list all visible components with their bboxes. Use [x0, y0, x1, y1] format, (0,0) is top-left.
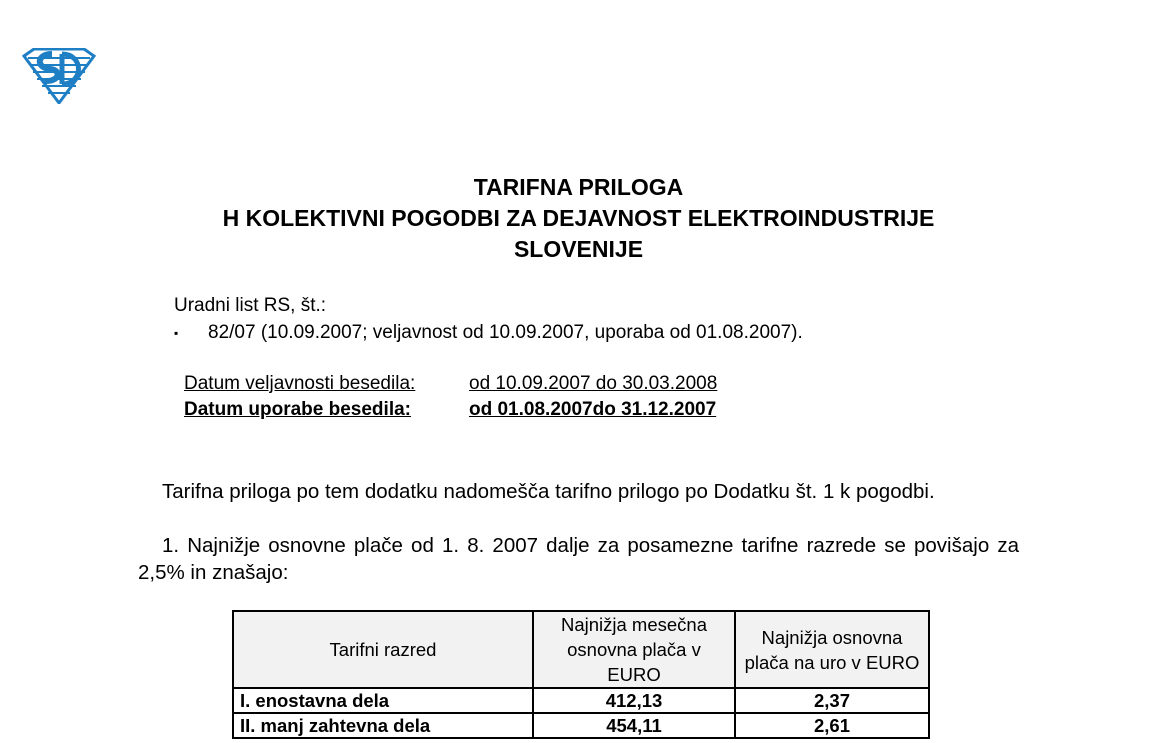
- validity-date-label: Datum veljavnosti besedila:: [184, 373, 416, 394]
- table-row: [233, 688, 929, 713]
- cell-hourly: 2,61: [735, 713, 929, 738]
- header-tariff-class: Tarifni razred: [233, 611, 533, 688]
- table-row: [233, 713, 929, 738]
- paragraph-2: 1. Najnižje osnovne plače od 1. 8. 2007 dalje za posamezne tarifne razrede se povišajo za 2,5% in znašajo:: [138, 534, 1019, 584]
- use-date-value: od 01.08.2007do 31.12.2007: [469, 399, 717, 420]
- paragraph-1: Tarifna priloga po tem dodatku nadomešča tarifno prilogo po Dodatku št. 1 k pogodbi.: [162, 480, 935, 503]
- gazette-list-item: [174, 322, 803, 344]
- tariff-table: [232, 610, 930, 739]
- gazette-item-text: 82/07 (10.09.2007; veljavnost od 10.09.2007, uporaba od 01.08.2007).: [208, 322, 803, 343]
- title-line-2: H KOLEKTIVNI POGODBI ZA DEJAVNOST ELEKTROINDUSTRIJE: [222, 205, 935, 231]
- title-line-3: SLOVENIJE: [513, 236, 644, 262]
- header-hourly-wage: Najnižja osnovna plača na uro v EURO: [735, 611, 929, 688]
- validity-date-row: [184, 373, 718, 395]
- cell-class: I. enostavna dela: [233, 688, 533, 713]
- validity-date-value: od 10.09.2007 do 30.03.2008: [469, 373, 718, 394]
- gazette-label: Uradni list RS, št.:: [174, 295, 327, 316]
- cell-monthly: 412,13: [533, 688, 735, 713]
- title-line-1: TARIFNA PRILOGA: [473, 174, 684, 200]
- use-date-row: [184, 399, 717, 421]
- cell-monthly: 454,11: [533, 713, 735, 738]
- table-header-row: [233, 611, 929, 688]
- document-title: [0, 172, 1157, 265]
- cell-hourly: 2,37: [735, 688, 929, 713]
- sd-logo-icon: [22, 48, 96, 104]
- bullet-icon: ▪: [174, 325, 179, 340]
- use-date-label: Datum uporabe besedila:: [184, 399, 411, 420]
- cell-class: II. manj zahtevna dela: [233, 713, 533, 738]
- header-monthly-wage: Najnižja mesečna osnovna plača v EURO: [533, 611, 735, 688]
